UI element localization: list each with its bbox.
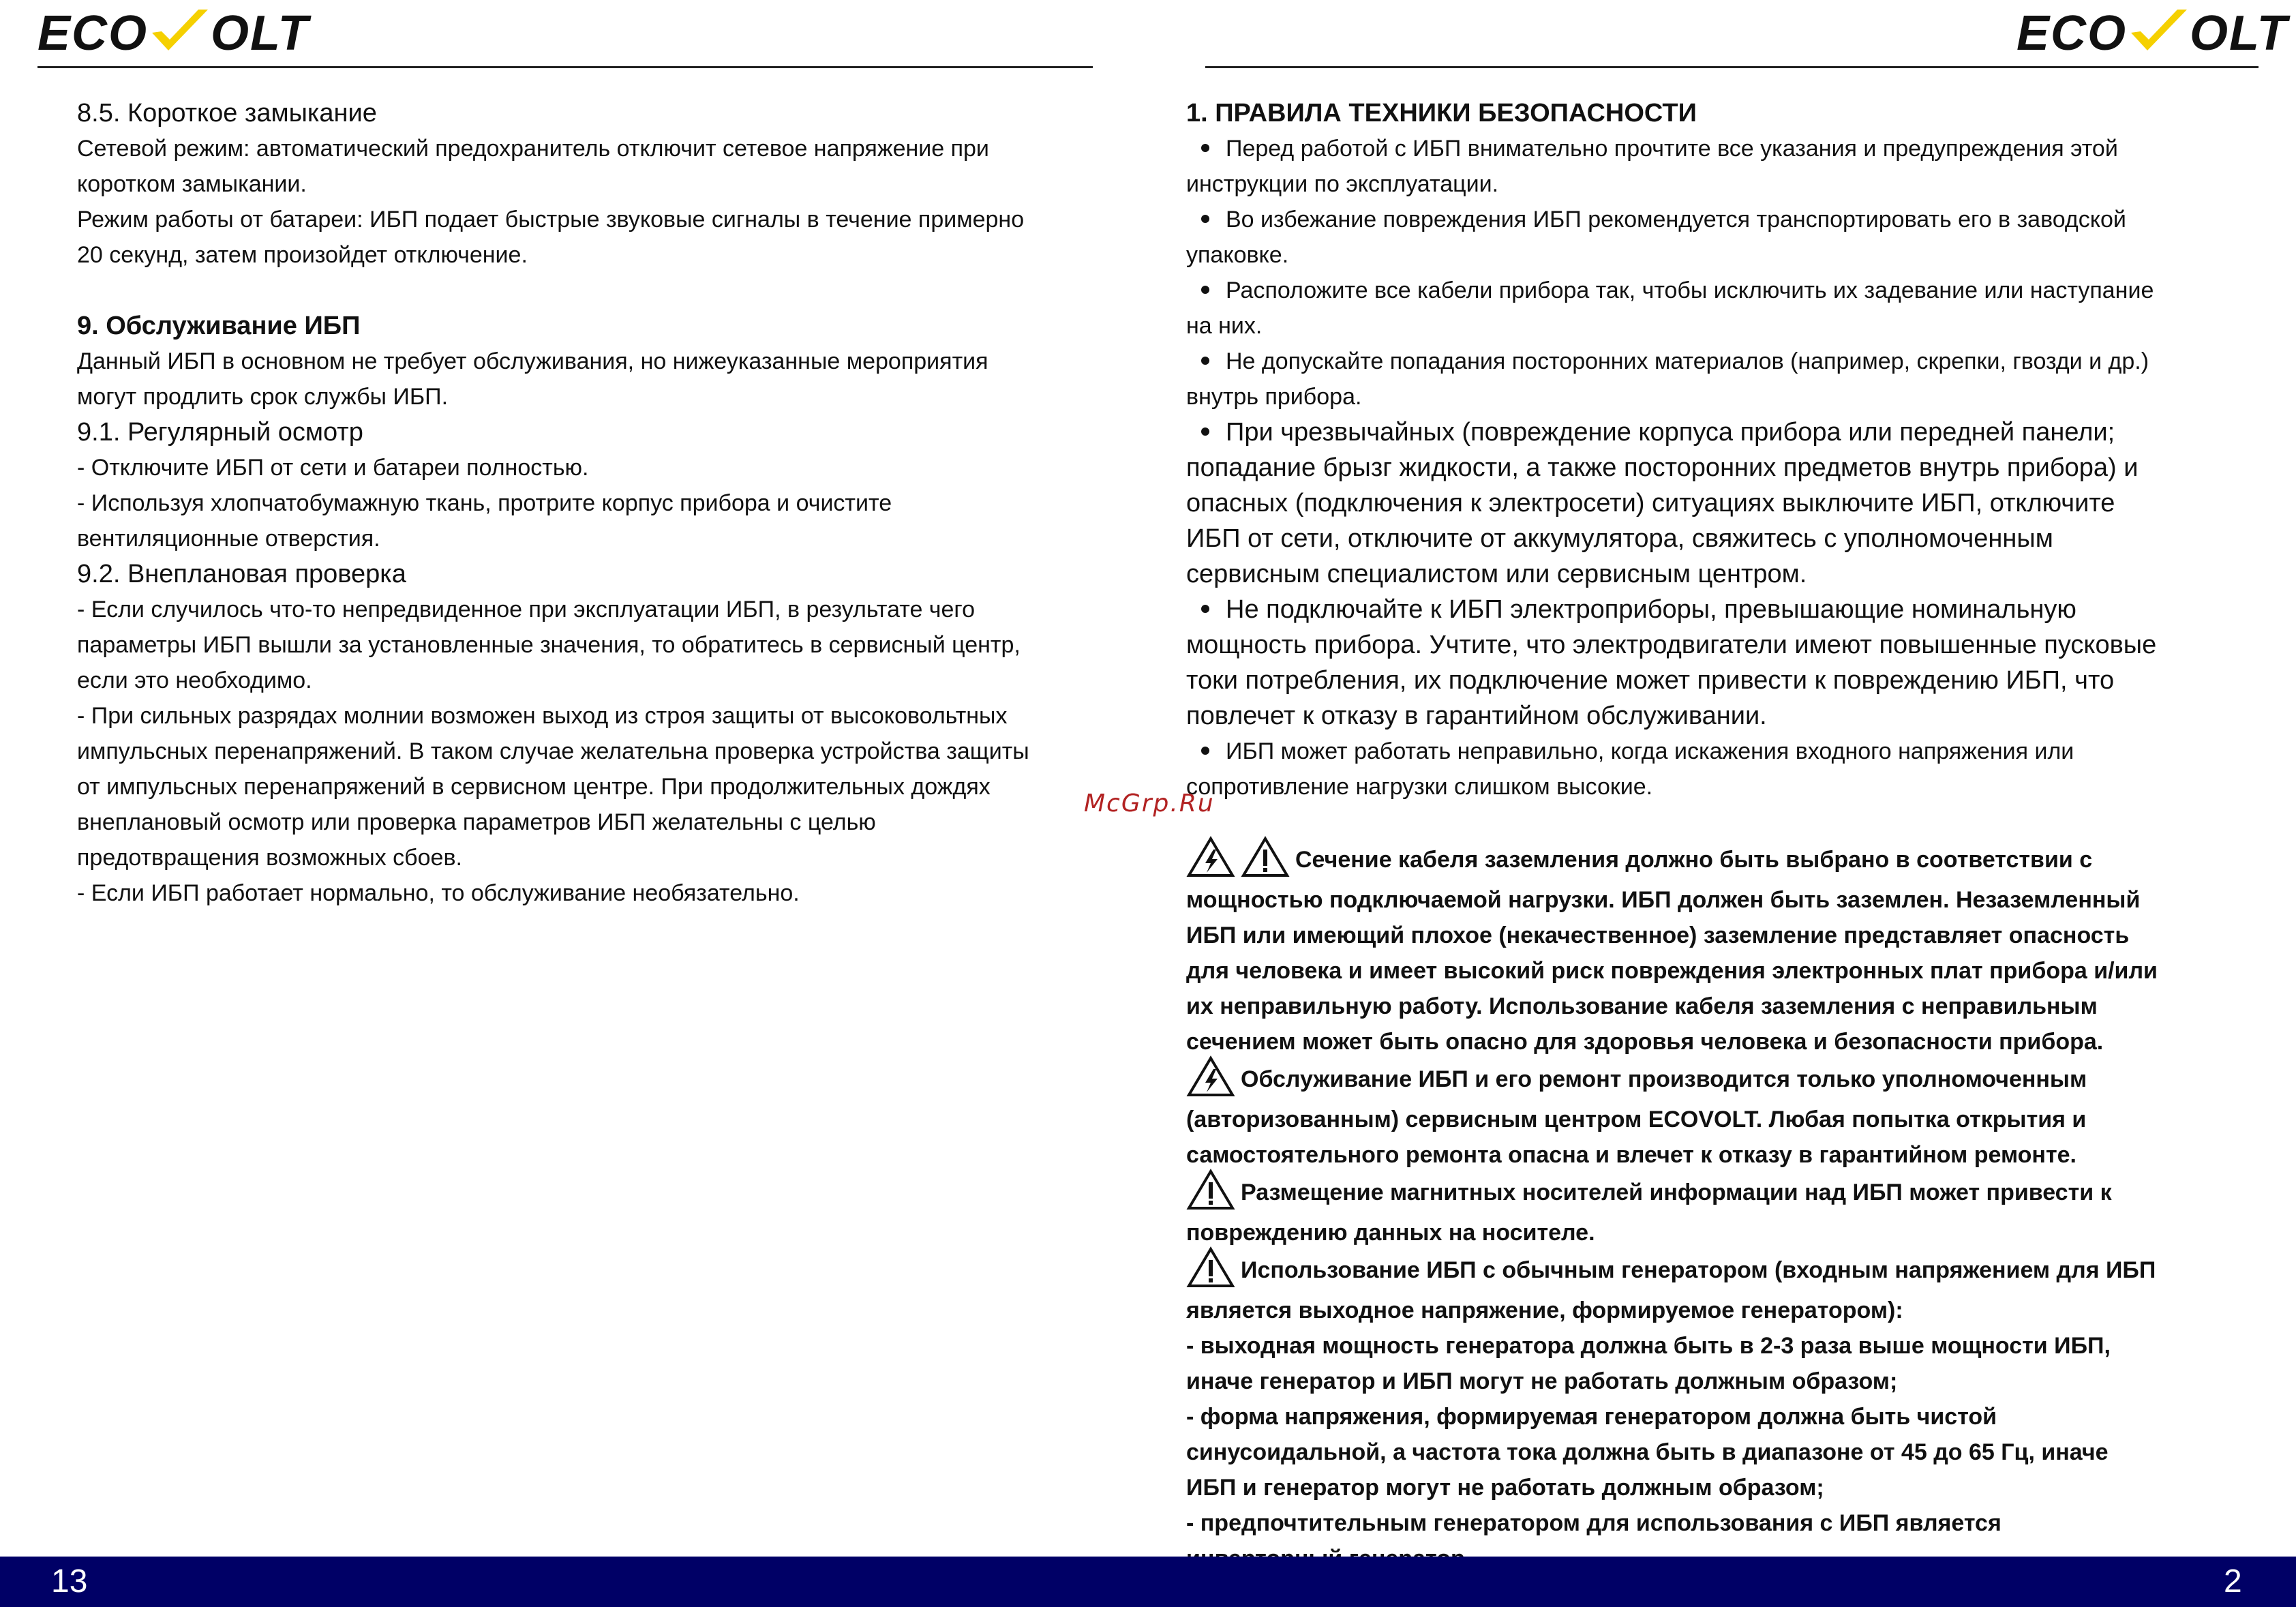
bullet-icon [1201, 215, 1209, 223]
text-line: - выходная мощность генератора должна быть в 2-3 раза выше мощности ИБП, [1186, 1333, 2111, 1359]
text-line: коротком замыкании. [77, 171, 307, 197]
text-line: токи потребления, их подключение может привести к повреждению ИБП, что [1186, 666, 2115, 695]
logo-text-eco: ECO [2016, 6, 2128, 61]
warning-triangle-icon [1186, 1246, 1235, 1289]
text-line: параметры ИБП вышли за установленные значения, то обратитесь в сервисный центр, [77, 632, 1021, 658]
checkmark-icon [2127, 5, 2190, 57]
logo-text-olt: OLT [2190, 6, 2289, 61]
text-line: - При сильных разрядах молнии возможен выход из строя защиты от высоковольтных [77, 703, 1008, 729]
header-rule-right [1205, 66, 2259, 68]
text-line: является выходное напряжение, формируемое генератором): [1186, 1297, 1903, 1323]
text-line: - предпочтительным генератором для использования с ИБП является [1186, 1510, 2002, 1536]
bullet-icon [1201, 747, 1209, 755]
text-line: - Используя хлопчатобумажную ткань, протрите корпус прибора и очистите [77, 490, 892, 516]
bullet-item: ИБП может работать неправильно, когда искажения входного напряжения или [1186, 734, 2229, 769]
text-line: - Если ИБП работает нормально, то обслуживание необязательно. [77, 880, 800, 906]
section-9-title: 9. Обслуживание ИБП [77, 312, 361, 340]
section-9-1-title: 9.1. Регулярный осмотр [77, 418, 363, 447]
bullet-item: Во избежание повреждения ИБП рекомендуется транспортировать его в заводской [1186, 202, 2229, 237]
ecovolt-logo-right [2016, 5, 2289, 61]
warning-magnetic-media: Размещение магнитных носителей информации над ИБП может привести к [1186, 1173, 2229, 1215]
text-line: их неправильную работу. Использование кабеля заземления с неправильным [1186, 993, 2098, 1019]
watermark: McGrp.Ru [1084, 790, 1215, 817]
text-line: могут продлить срок службы ИБП. [77, 384, 449, 410]
electric-hazard-icon [1186, 836, 1235, 878]
section-9-2-title: 9.2. Внеплановая проверка [77, 560, 406, 588]
bullet-icon [1201, 357, 1209, 365]
bullet-item: Не подключайте к ИБП электроприборы, превышающие номинальную [1186, 592, 2229, 627]
warning-grounding: Сечение кабеля заземления должно быть выбрано в соответствии с [1186, 840, 2229, 882]
text-line: - Отключите ИБП от сети и батареи полностью. [77, 455, 589, 481]
page-number-right: 2 [2224, 1563, 2242, 1600]
warning-triangle-icon [1186, 1169, 1235, 1211]
page-number-left: 13 [51, 1563, 88, 1600]
text-line: - Если случилось что-то непредвиденное при эксплуатации ИБП, в результате чего [77, 597, 975, 622]
text-line: иначе генератор и ИБП могут не работать должным образом; [1186, 1368, 1898, 1394]
ecovolt-logo-left [37, 5, 309, 61]
text-line: от импульсных перенапряжений в сервисном центре. При продолжительных дождях [77, 774, 991, 800]
text-line: повлечет к отказу в гарантийном обслуживании. [1186, 702, 1767, 730]
header-rule-left [37, 66, 1093, 68]
text-line: ИБП или имеющий плохое (некачественное) заземление представляет опасность [1186, 922, 2130, 948]
text-line: импульсных перенапряжений. В таком случае желательна проверка устройства защиты [77, 738, 1029, 764]
bullet-item: Не допускайте попадания посторонних материалов (например, скрепки, гвозди и др.) [1186, 344, 2229, 379]
text-line: - форма напряжения, формируемая генератором должна быть чистой [1186, 1404, 1997, 1430]
text-line: самостоятельного ремонта опасна и влечет к отказу в гарантийном ремонте. [1186, 1142, 2076, 1168]
text-line: ИБП от сети, отключите от аккумулятора, свяжитесь с уполномоченным [1186, 524, 2053, 553]
text-line: для человека и имеет высокий риск повреждения электронных плат прибора и/или [1186, 958, 2158, 984]
section-8-5-title: 8.5. Короткое замыкание [77, 99, 377, 127]
text-line: мощность прибора. Учтите, что электродвигатели имеют повышенные пусковые [1186, 631, 2157, 659]
text-line: внеплановый осмотр или проверка параметров ИБП желательны с целью [77, 809, 876, 835]
bullet-item: Расположите все кабели прибора так, чтобы исключить их задевание или наступание [1186, 273, 2229, 308]
bullet-icon [1201, 144, 1209, 152]
text-line: если это необходимо. [77, 667, 312, 693]
bullet-item: Перед работой с ИБП внимательно прочтите все указания и предупреждения этой [1186, 131, 2229, 166]
logo-text-olt: OLT [211, 6, 309, 61]
logo-text-eco: ECO [37, 6, 149, 61]
text-line: сопротивление нагрузки слишком высокие. [1186, 774, 1653, 800]
warning-generator: Использование ИБП с обычным генератором (входным напряжением для ИБП [1186, 1250, 2229, 1293]
text-line: синусоидальной, а частота тока должна быть в диапазоне от 45 до 65 Гц, иначе [1186, 1439, 2109, 1465]
checkmark-icon [148, 5, 211, 57]
bullet-icon [1201, 427, 1209, 436]
text-line: сечением может быть опасно для здоровья человека и безопасности прибора. [1186, 1029, 2104, 1055]
text-line: сервисным специалистом или сервисным центром. [1186, 560, 1807, 588]
text-line: на них. [1186, 313, 1263, 339]
text-line: 20 секунд, затем произойдет отключение. [77, 242, 528, 268]
text-line: упаковке. [1186, 242, 1289, 268]
text-line: опасных (подключения к электросети) ситуациях выключите ИБП, отключите [1186, 489, 2115, 517]
warning-triangle-icon [1241, 836, 1290, 878]
safety-rules-title: 1. ПРАВИЛА ТЕХНИКИ БЕЗОПАСНОСТИ [1186, 99, 1697, 127]
text-line: мощностью подключаемой нагрузки. ИБП должен быть заземлен. Незаземленный [1186, 887, 2141, 913]
text-line: ИБП и генератор могут не работать должным образом; [1186, 1475, 1824, 1501]
text-line: инструкции по эксплуатации. [1186, 171, 1499, 197]
bullet-icon [1201, 605, 1209, 613]
text-line: Сетевой режим: автоматический предохранитель отключит сетевое напряжение при [77, 136, 989, 162]
left-page-content [77, 95, 1100, 911]
bullet-icon [1201, 286, 1209, 294]
bullet-item: При чрезвычайных (повреждение корпуса прибора или передней панели; [1186, 415, 2229, 450]
text-line: Режим работы от батареи: ИБП подает быстрые звуковые сигналы в течение примерно [77, 207, 1025, 232]
text-line: предотвращения возможных сбоев. [77, 845, 462, 871]
text-line: внутрь прибора. [1186, 384, 1362, 410]
warning-service: Обслуживание ИБП и его ремонт производится только уполномоченным [1186, 1060, 2229, 1102]
footer-bar [0, 1557, 2296, 1607]
text-line: попадание брызг жидкости, а также посторонних предметов внутрь прибора) и [1186, 453, 2139, 482]
text-line: вентиляционные отверстия. [77, 526, 380, 552]
text-line: (авторизованным) сервисным центром ECOVOLT. Любая попытка открытия и [1186, 1107, 2087, 1132]
electric-hazard-icon [1186, 1055, 1235, 1098]
text-line: повреждению данных на носителе. [1186, 1220, 1595, 1246]
text-line: Данный ИБП в основном не требует обслуживания, но нижеуказанные мероприятия [77, 348, 988, 374]
right-page-content [1186, 95, 2229, 1576]
